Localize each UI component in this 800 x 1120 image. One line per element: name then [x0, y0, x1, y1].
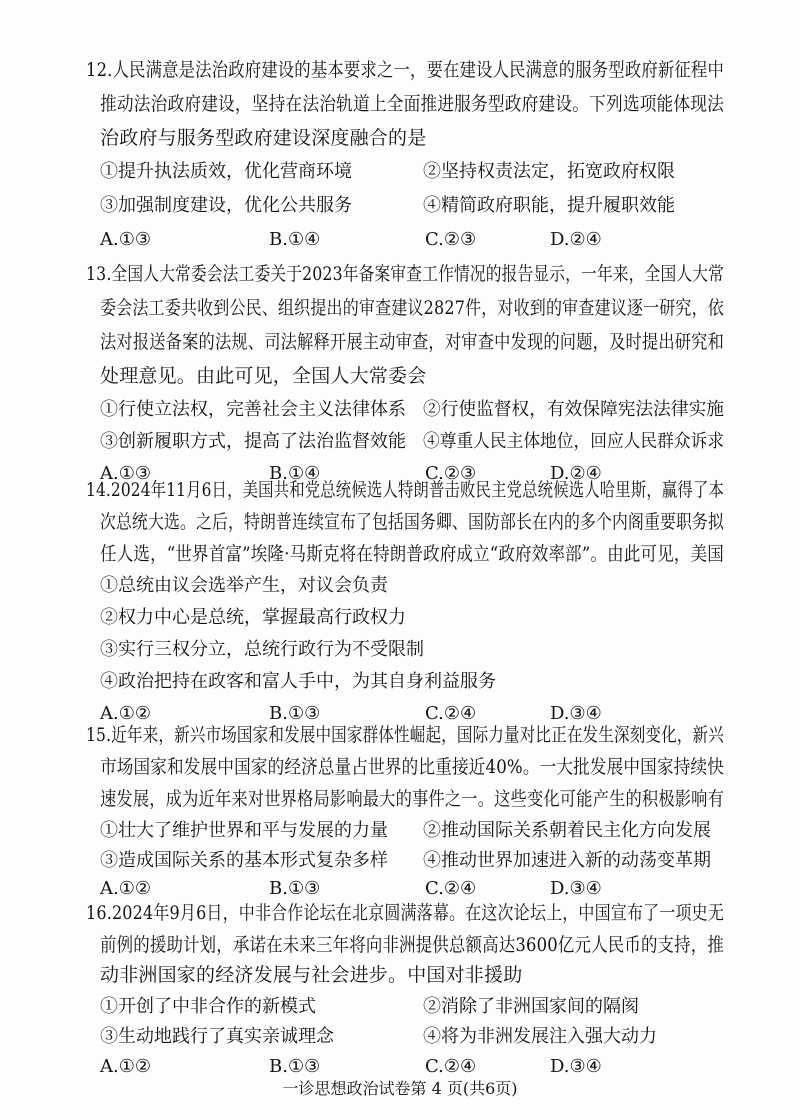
option-3: ③生动地践行了真实亲诚理念 — [100, 1026, 334, 1047]
option-3: ③创新履职方式，提高了法治监督效能 — [100, 431, 406, 452]
choice-b: B.①③ — [269, 703, 321, 724]
option-2: ②权力中心是总统，掌握最高行政权力 — [100, 607, 406, 628]
question-stem-line: 推动法治政府建设，坚持在法治轨道上全面推进服务型政府建设。下列选项能体现法 — [100, 93, 725, 115]
choice-d: D.②④ — [550, 463, 602, 484]
question-stem-line: 市场国家和发展中国家的经济总量占世界的比重接近40%。一大批发展中国家持续快 — [100, 756, 724, 778]
option-4: ④政治把持在政客和富人手中，为其自身利益服务 — [100, 671, 496, 692]
choice-d: D.③④ — [550, 703, 602, 724]
option-2: ②坚持权责法定，拓宽政府权限 — [423, 161, 675, 182]
question-stem-line: 任人选，“世界首富”埃隆·马斯克将在特朗普政府成立“政府效率部”。由此可见，美国 — [100, 543, 725, 565]
choice-c: C.②④ — [425, 878, 477, 899]
question-stem-line: 次总统大选。之后，特朗普连续宣布了包括国务卿、国防部长在内的多个内阁重要职务拟 — [100, 511, 724, 533]
option-4: ④尊重人民主体地位，回应人民群众诉求 — [423, 431, 724, 452]
question-stem-line: 前例的援助计划，承诺在未来三年将向非洲提供总额高达3600亿元人民币的支持，推 — [100, 934, 725, 956]
question-stem-line: 治政府与服务型政府建设深度融合的是 — [100, 127, 427, 149]
option-3: ③加强制度建设，优化公共服务 — [100, 195, 352, 216]
choice-a: A.①② — [100, 703, 151, 724]
choice-a: A.①③ — [100, 463, 151, 484]
option-3: ③造成国际关系的基本形式复杂多样 — [100, 850, 388, 871]
option-1: ①总统由议会选举产生，对议会负责 — [100, 575, 388, 596]
choice-a: A.①③ — [100, 229, 151, 250]
question-stem-line: 法对报送备案的法规、司法解释开展主动审查，对审查中发现的问题，及时提出研究和 — [100, 331, 725, 353]
choice-a: A.①② — [100, 1056, 151, 1077]
question-stem-line: 处理意见。由此可见，全国人大常委会 — [100, 365, 427, 387]
question-stem-line: 速发展，成为近年来对世界格局影响最大的事件之一。这些变化可能产生的积极影响有 — [100, 788, 725, 810]
question-stem-line: 动非洲国家的经济发展与社会进步。中国对非援助 — [100, 964, 523, 986]
question-stem-line: 13.全国人大常委会法工委关于2023年备案审查工作情况的报告显示，一年来，全国人大常 — [86, 263, 724, 285]
question-stem-line: 15.近年来，新兴市场国家和发展中国家群体性崛起，国际力量对比正在发生深刻变化，新兴 — [86, 724, 724, 746]
option-2: ②行使监督权，有效保障宪法法律实施 — [423, 399, 725, 420]
option-4: ④推动世界加速进入新的动荡变革期 — [423, 850, 711, 871]
option-2: ②消除了非洲国家间的隔阂 — [423, 996, 639, 1017]
choice-d: D.③④ — [550, 1056, 602, 1077]
option-4: ④精简政府职能，提升履职效能 — [423, 195, 675, 216]
question-stem-line: 12.人民满意是法治政府建设的基本要求之一，要在建设人民满意的服务型政府新征程中 — [86, 59, 724, 81]
option-2: ②推动国际关系朝着民主化方向发展 — [423, 820, 711, 841]
choice-d: D.③④ — [550, 878, 602, 899]
choice-c: C.②④ — [425, 703, 477, 724]
choice-d: D.②④ — [550, 229, 602, 250]
choice-a: A.①② — [100, 878, 151, 899]
choice-c: C.②④ — [425, 1056, 477, 1077]
option-1: ①开创了中非合作的新模式 — [100, 996, 316, 1017]
page-footer: 一诊思想政治试卷第 4 页(共6页) — [282, 1079, 518, 1098]
choice-b: B.①④ — [269, 229, 321, 250]
choice-b: B.①③ — [269, 1056, 321, 1077]
choice-c: C.②③ — [425, 229, 477, 250]
option-3: ③实行三权分立，总统行政行为不受限制 — [100, 639, 424, 660]
option-1: ①壮大了维护世界和平与发展的力量 — [100, 820, 388, 841]
question-stem-line: 14.2024年11月6日，美国共和党总统候选人特朗普击败民主党总统候选人哈里斯，赢得了本 — [86, 479, 725, 501]
option-4: ④将为非洲发展注入强大动力 — [423, 1026, 657, 1047]
choice-c: C.②③ — [425, 463, 477, 484]
choice-b: B.①③ — [269, 878, 321, 899]
option-1: ①行使立法权，完善社会主义法律体系 — [100, 399, 406, 420]
question-stem-line: 16.2024年9月6日，中非合作论坛在北京圆满落幕。在这次论坛上，中国宣布了一项史无 — [86, 902, 724, 924]
option-1: ①提升执法质效，优化营商环境 — [100, 161, 352, 182]
question-stem-line: 委会法工委共收到公民、组织提出的审查建议2827件，对收到的审查建议逐一研究，依 — [100, 297, 724, 319]
choice-b: B.①④ — [269, 463, 321, 484]
